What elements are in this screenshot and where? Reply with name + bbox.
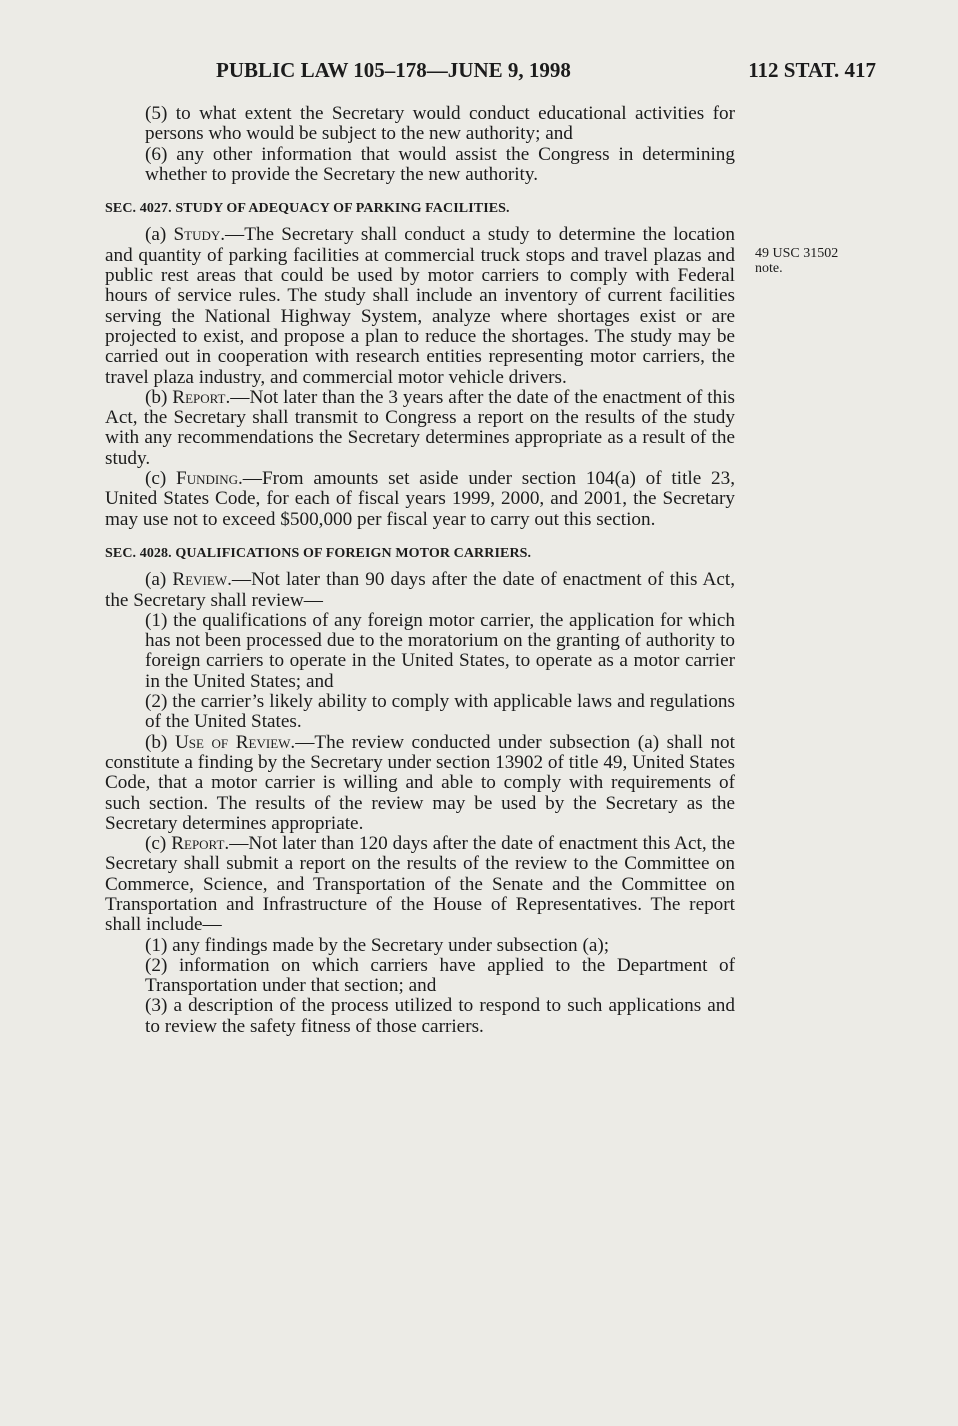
sec4028-a-item-2: (2) the carrier’s likely ability to comply with applicable laws and regulations of the United States. <box>145 691 735 733</box>
sec4027-b-text: .—Not later than the 3 years after the date of the enactment of this Act, the Secretary shall transmit to Congress a report on the results of the study with any recommendations the Secretary determines appropriate as a result of the study. <box>105 386 736 469</box>
sec4027-b-label: (b) <box>145 386 173 408</box>
header-stat-page: 112 STAT. 417 <box>748 58 876 82</box>
sec4027-subsection-c <box>105 469 735 530</box>
sec4028-c-item-3: (3) a description of the process utilized to respond to such applications and to review the safety fitness of those carriers. <box>145 995 735 1037</box>
sec4027-a-title: Study <box>173 224 221 246</box>
sec4028-c-item-1: (1) any findings made by the Secretary under subsection (a); <box>145 934 610 956</box>
margin-note-label: note. <box>755 261 783 276</box>
sec4028-subsection-b <box>105 733 735 834</box>
sec4028-a-text: .—Not later than 90 days after the date of enactment of this Act, the Secretary shall review— <box>105 569 735 611</box>
sec4028-a-label: (a) <box>145 569 173 591</box>
section-heading-4028: SEC. 4028. QUALIFICATIONS OF FOREIGN MOTOR CARRIERS. <box>105 545 532 561</box>
section-heading-4027: SEC. 4027. STUDY OF ADEQUACY OF PARKING FACILITIES. <box>105 201 510 217</box>
sec4028-b-title: Use of Review <box>174 731 291 753</box>
sec4028-subsection-c <box>105 834 735 935</box>
header-law-citation: PUBLIC LAW 105–178—JUNE 9, 1998 <box>216 58 571 82</box>
sec4027-a-text: .—The Secretary shall conduct a study to determine the location and quantity of parking facilities at commercial truck stops and travel plazas and public rest areas that could be used by motor carriers to comply with Federal hours of service rules. The study shall include an inventory of current facilities serving the National Highway System, analyze where shortages exist or are projected to exist, and propose a plan to reduce the shortages. The study may be carried out in cooperation with research entities representing motor carriers, the travel plaza industry, and commercial motor vehicle drivers. <box>105 224 735 388</box>
margin-note <box>755 246 865 276</box>
sec4027-c-title: Funding <box>176 468 238 490</box>
sec4028-a-title: Review <box>172 569 228 591</box>
sec4027-c-text: .—From amounts set aside under section 104(a) of title 23, United States Code, for each of fiscal years 1999, 2000, and 2001, the Secretary may use not to exceed $500,000 per fiscal year to carry out this section. <box>105 468 735 530</box>
sec4028-c-item-2: (2) information on which carriers have applied to the Department of Transportation under that section; and <box>145 954 735 997</box>
sec4028-subsection-a <box>105 570 735 611</box>
margin-note-usc: 49 USC 31502 <box>755 246 839 261</box>
intro-item-5: (5) to what extent the Secretary would conduct educational activities for persons who would be subject to the new authority; and <box>145 103 735 145</box>
sec4027-a-label: (a) <box>145 224 174 246</box>
sec4028-c-text: .—Not later than 120 days after the date of enactment this Act, the Secretary shall submit a report on the results of the review to the Committee on Commerce, Science, and Transportation of the Senate and the Committee on Transportation and Infrastructure of the House of Representatives. The report shall include— <box>105 833 735 936</box>
sec4028-a-item-1: (1) the qualifications of any foreign motor carrier, the application for which has not been processed due to the moratorium on the granting of authority to foreign carriers to operate in the United States, to operate as a motor carrier in the United States; and <box>145 609 735 692</box>
sec4028-c-label: (c) <box>145 833 172 855</box>
sec4027-c-label: (c) <box>145 468 177 490</box>
document-body <box>105 104 735 1037</box>
sec4028-b-label: (b) <box>145 731 175 753</box>
sec4027-subsection-a <box>105 225 735 387</box>
sec4027-subsection-b <box>105 388 735 469</box>
sec4028-b-text: .—The review conducted under subsection (a) shall not constitute a finding by the Secretary under section 13902 of title 49, United States Code, that a motor carrier is willing and able to comply with requirements of such section. The results of the review may be used by the Secretary as the Secretary determines appropriate. <box>105 731 735 834</box>
sec4027-b-title: Report <box>172 386 226 408</box>
sec4028-c-title: Report <box>171 833 225 855</box>
intro-item-6: (6) any other information that would assist the Congress in determining whether to provide the Secretary the new authority. <box>145 143 735 185</box>
